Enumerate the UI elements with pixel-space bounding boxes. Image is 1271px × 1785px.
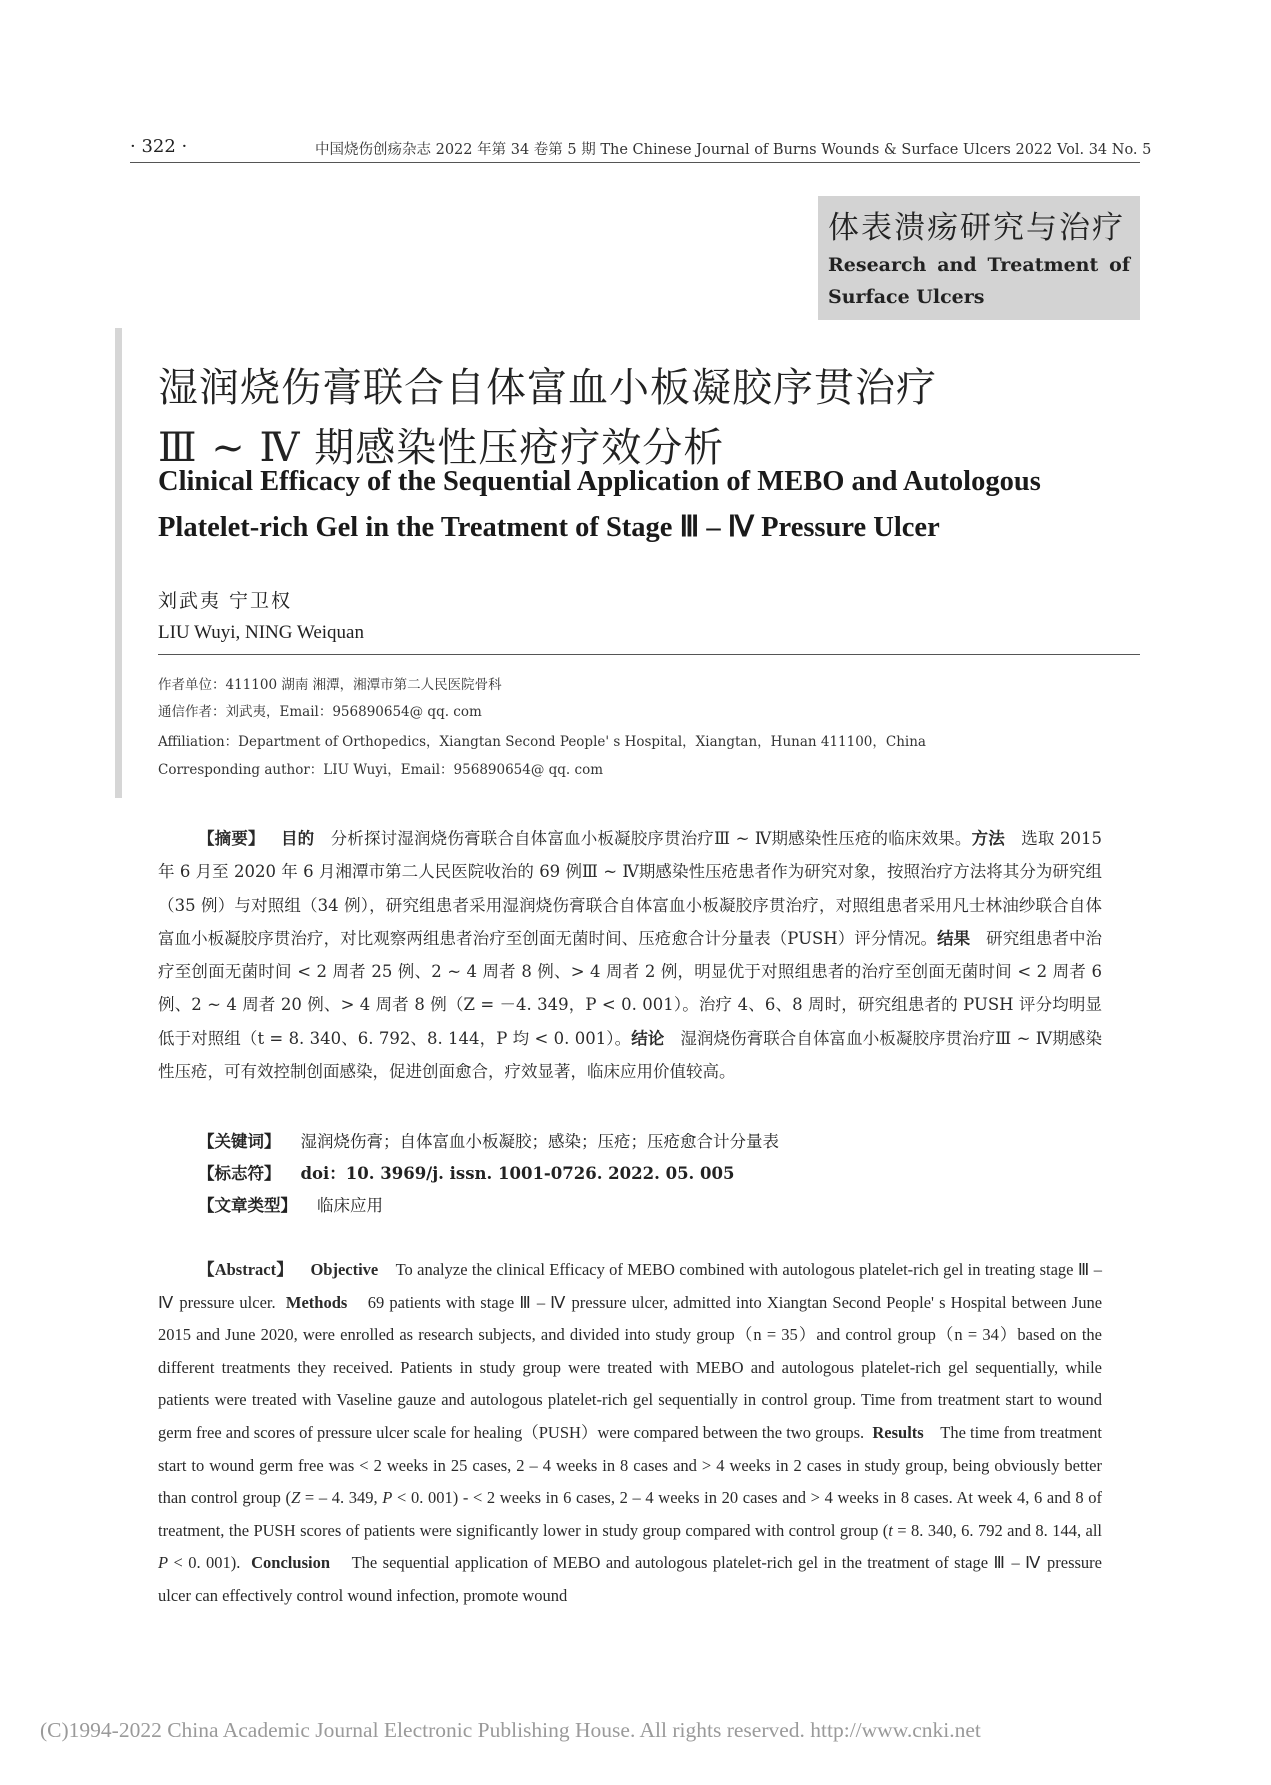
copyright-footer: (C)1994-2022 China Academic Journal Electronic Publishing House. All rights reserved. http://www.cnki.net <box>40 1718 981 1742</box>
conclusion-label-zh: 结论 <box>631 1028 665 1048</box>
doi-label: 【标志符】 <box>198 1164 281 1183</box>
results-t-symbol: t <box>888 1520 893 1540</box>
objective-text-zh: 分析探讨湿润烧伤膏联合自体富血小板凝胶序贯治疗Ⅲ ~ Ⅳ期感染性压疮的临床效果。 <box>330 829 972 848</box>
abstract-en <box>158 1254 1102 1613</box>
affiliation-en: Affiliation：Department of Orthopedics，Xiangtan Second People' s Hospital，Xiangtan，Hunan 411100，China <box>158 734 926 750</box>
title-side-bar <box>115 328 122 798</box>
section-title-en-line1: Research and Treatment of <box>828 254 1130 276</box>
objective-label-zh: 目的 <box>280 829 315 848</box>
corresponding-author-zh: 通信作者：刘武夷，Email：956890654@ qq. com <box>158 704 482 720</box>
section-title-en-line2: Surface Ulcers <box>828 286 985 308</box>
affiliation-zh: 作者单位：411100 湖南 湘潭，湘潭市第二人民医院骨科 <box>158 677 502 693</box>
keywords-label: 【关键词】 <box>198 1132 281 1151</box>
article-type-label: 【文章类型】 <box>198 1196 297 1215</box>
results-text-zh: 研究组患者中治疗至创面无菌时间 < 2 周者 25 例、2 ~ 4 周者 8 例、> 4 周者 2 例，明显优于对照组患者的治疗至创面无菌时间 < 2 周者 6 例、2 ~ 4 周者 20 例、> 4 周者 8 例（Z = －4. 349，P < 0. 001）。治疗 4、6、8 周时，研究组患者的 PUSH 评分均明显低于对照组（t = 8. 340、6. 792、8. 144，P 均 < 0. 001）。 <box>158 928 1102 1048</box>
results-z-symbol: Z <box>291 1488 301 1508</box>
results-p-symbol-1: P <box>382 1488 393 1508</box>
results-label-en: Results <box>872 1422 924 1442</box>
abstract-zh-label: 【摘要】 <box>198 829 265 848</box>
keywords-line <box>198 1128 779 1152</box>
running-head: 中国烧伤创疡杂志 2022 年第 34 卷第 5 期 The Chinese Journal of Burns Wounds & Surface Ulcers 2022 Vol. 34 No. 5 <box>315 142 1152 158</box>
objective-text-en: To analyze the clinical Efficacy of MEBO combined with autologous platelet-rich gel in treating stage Ⅲ – Ⅳ pressure ulcer. <box>158 1260 1103 1312</box>
doi-line <box>198 1160 735 1184</box>
corresponding-author-en: Corresponding author：LIU Wuyi，Email：956890654@ qq. com <box>158 762 603 778</box>
authors-zh: 刘武夷 宁卫权 <box>158 590 293 612</box>
results-text-en-2: = – 4. 349, <box>300 1488 383 1508</box>
section-title-zh: 体表溃疡研究与治疗 <box>828 210 1125 246</box>
results-text-en-3: < 0. 001) - < 2 weeks in 6 cases, 2 – 4 weeks in 20 cases and > 4 weeks in 8 cases. At week 4, 6 and 8 of treatment, the PUSH scores of patients were significantly lower in study group compared with control group ( <box>158 1488 1103 1540</box>
doi-text: doi：10. 3969/j. issn. 1001-0726. 2022. 05. 005 <box>300 1164 735 1183</box>
abstract-en-label: 【Abstract】 <box>198 1260 294 1279</box>
abstract-zh <box>158 822 1102 1088</box>
article-title-zh-line2: Ⅲ ~ Ⅳ 期感染性压疮疗效分析 <box>158 425 725 471</box>
methods-text-en: 69 patients with stage Ⅲ – Ⅳ pressure ulcer, admitted into Xiangtan Second People' s Hospital between June 2015 and June 2020, were enrolled as research subjects, and divided into study group（n = 35）and control group（n = 34）based on the different treatments they received. Patients in study group were treated with MEBO and autologous platelet-rich gel sequentially, while patients were treated with Vaseline gauze and autologous platelet-rich gel sequentially in control group. Time from treatment start to wound germ free and scores of pressure ulcer scale for healing（PUSH）were compared between the two groups. <box>158 1292 1103 1442</box>
header-rule <box>130 162 1140 163</box>
results-text-en-5: < 0. 001). <box>168 1553 241 1573</box>
authors-rule <box>158 654 1140 655</box>
article-type-text: 临床应用 <box>317 1196 383 1215</box>
conclusion-label-en: Conclusion <box>251 1553 330 1573</box>
methods-text-zh: 选取 2015 年 6 月至 2020 年 6 月湘潭市第二人民医院收治的 69 例Ⅲ ~ Ⅳ期感染性压疮患者作为研究对象，按照治疗方法将其分为研究组（35 例）与对照组（34 例），研究组患者采用湿润烧伤膏联合自体富血小板凝胶序贯治疗，对照组患者采用凡士林油纱联合自体富血小板凝胶序贯治疗，对比观察两组患者治疗至创面无菌时间、压疮愈合计分量表（PUSH）评分情况。 <box>158 829 1102 948</box>
article-title-zh-line1: 湿润烧伤膏联合自体富血小板凝胶序贯治疗 <box>158 365 937 411</box>
conclusion-text-en: The sequential application of MEBO and autologous platelet-rich gel in the treatment of stage Ⅲ – Ⅳ pressure ulcer can effectively control wound infection, promote wound <box>158 1553 1103 1605</box>
authors-en: LIU Wuyi, NING Weiquan <box>158 622 364 643</box>
article-type-line <box>198 1192 383 1216</box>
results-text-en-1: The time from treatment start to wound germ free was < 2 weeks in 25 cases, 2 – 4 weeks in 8 cases and > 4 weeks in 2 cases in study group, being obviously better than control group ( <box>158 1422 1103 1508</box>
methods-label-zh: 方法 <box>971 829 1005 848</box>
methods-label-en: Methods <box>285 1292 348 1312</box>
results-text-en-4: = 8. 340, 6. 792 and 8. 144, all <box>892 1520 1103 1540</box>
keywords-text: 湿润烧伤膏；自体富血小板凝胶；感染；压疮；压疮愈合计分量表 <box>300 1132 779 1151</box>
results-p-symbol-2: P <box>158 1553 169 1573</box>
page-number: · 322 · <box>130 136 188 157</box>
article-title-en-line1: Clinical Efficacy of the Sequential Application of MEBO and Autologous <box>158 466 1041 497</box>
objective-label-en: Objective <box>310 1260 379 1279</box>
conclusion-text-zh: 湿润烧伤膏联合自体富血小板凝胶序贯治疗Ⅲ ~ Ⅳ期感染性压疮，可有效控制创面感染，促进创面愈合，疗效显著，临床应用价值较高。 <box>158 1028 1102 1082</box>
article-title-en-line2: Platelet-rich Gel in the Treatment of Stage Ⅲ – Ⅳ Pressure Ulcer <box>158 512 940 543</box>
results-label-zh: 结果 <box>937 928 971 948</box>
